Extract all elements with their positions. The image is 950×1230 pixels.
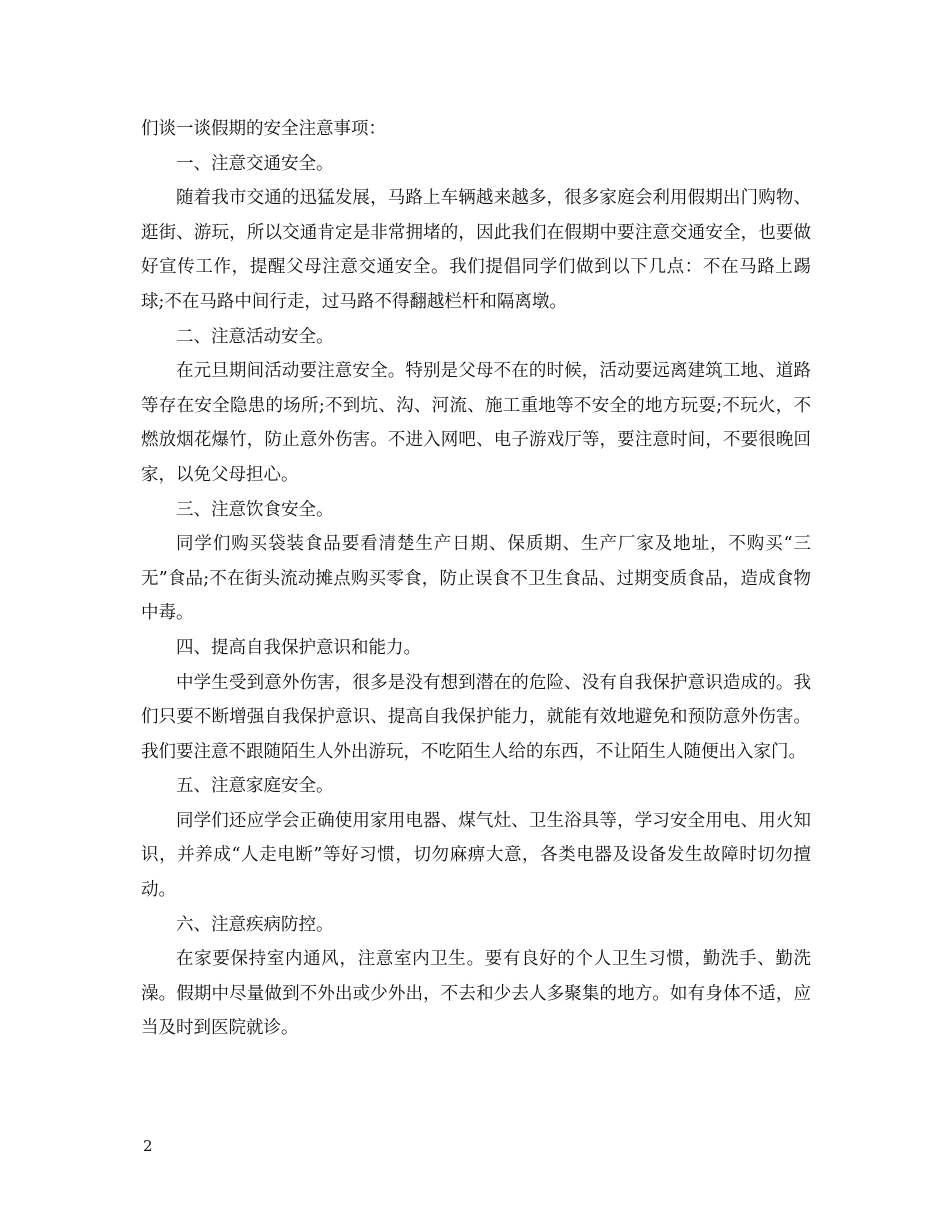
section-heading-food: 三、注意饮食安全。 (176, 499, 334, 520)
paragraph-food: 同学们购买袋装食品要看清楚生产日期、保质期、生产厂家及地址，不购买“三无”食品;不在街头流动摊点购买零食，防止误食不卫生食品、过期变质食品，造成食物中毒。 (141, 534, 811, 624)
section-heading-traffic: 一、注意交通安全。 (176, 153, 334, 174)
paragraph-disease: 在家要保持室内通风，注意室内卫生。要有良好的个人卫生习惯，勤洗手、勤洗澡。假期中尽量做到不外出或少外出，不去和少去人多聚集的地方。如有身体不适，应当及时到医院就诊。 (141, 949, 811, 1039)
section-heading-self-protection: 四、提高自我保护意识和能力。 (176, 637, 421, 658)
intro-paragraph: 们谈一谈假期的安全注意事项： (141, 119, 386, 139)
paragraph-self-protection: 中学生受到意外伤害，很多是没有想到潜在的危险、没有自我保护意识造成的。我们只要不断增强自我保护意识、提高自我保护能力，就能有效地避免和预防意外伤害。我们要注意不跟随陌生人外出游玩，不吃陌生人给的东西，不让陌生人随便出入家门。 (141, 672, 811, 762)
section-heading-home: 五、注意家庭安全。 (176, 776, 334, 797)
section-heading-activity: 二、注意活动安全。 (176, 326, 334, 347)
section-heading-disease: 六、注意疾病防控。 (176, 914, 334, 935)
paragraph-traffic: 随着我市交通的迅猛发展，马路上车辆越来越多，很多家庭会利用假期出门购物、逛街、游玩，所以交通肯定是非常拥堵的，因此我们在假期中要注意交通安全，也要做好宣传工作，提醒父母注意交通安全。我们提倡同学们做到以下几点：不在马路上踢球;不在马路中间行走，过马路不得翻越栏杆和隔离墩。 (141, 188, 811, 312)
paragraph-activity: 在元旦期间活动要注意安全。特别是父母不在的时候，活动要远离建筑工地、道路等存在安全隐患的场所;不到坑、沟、河流、施工重地等不安全的地方玩耍;不玩火，不燃放烟花爆竹，防止意外伤害。不进入网吧、电子游戏厅等，要注意时间，不要很晚回家，以免父母担心。 (141, 361, 811, 485)
paragraph-home: 同学们还应学会正确使用家用电器、煤气灶、卫生浴具等，学习安全用电、用火知识，并养成“人走电断”等好习惯，切勿麻痹大意，各类电器及设备发生故障时切勿擅动。 (141, 810, 811, 901)
page-number: 2 (143, 1137, 153, 1155)
document-body (141, 112, 811, 1046)
